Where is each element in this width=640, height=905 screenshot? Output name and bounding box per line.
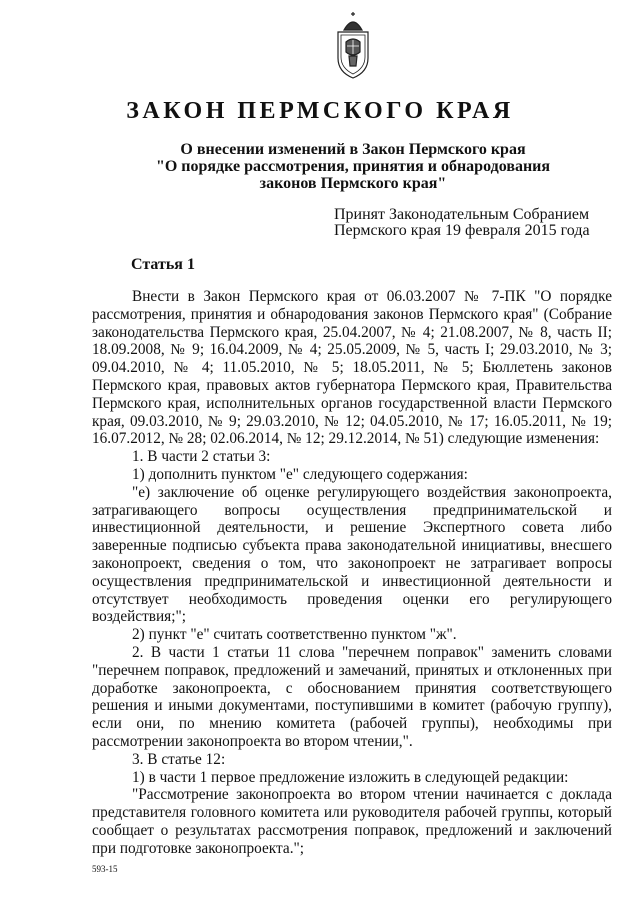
paragraph: "е) заключение об оценке регулирующего воздействия законопроекта, затрагивающего вопросы осуществления предпринимательской и инвестиционной деятельности, и решение Экспертного совета либо заверенные подписью субъекта права законодательной инициативы, внесшего законопроект, сведения о том, что законопроект не затрагивает вопросы осуществления предпринимательской и инвестиционной деятельности и отсутствует необходимость проведения оценки его регулирующего воздействия;"; — [92, 483, 612, 626]
article-heading: Статья 1 — [131, 256, 195, 273]
adoption-note — [334, 207, 590, 239]
document-number: 593-15 — [92, 864, 118, 874]
subtitle-line: О внесении изменений в Закон Пермского края — [180, 141, 526, 158]
adoption-line: Пермского края 19 февраля 2015 года — [334, 222, 590, 239]
article-body — [92, 288, 612, 858]
paragraph: 2. В части 1 статьи 11 слова "перечнем поправок" заменить словами "перечнем поправок, предложений и замечаний, принятых и отклоненных при доработке законопроекта, с обоснованием принятия соответствующего решения и иными документами, поступившими в комитет (рабочую группу), если они, по мнению комитета (рабочей группы), необходимы при рассмотрении законопроекта во втором чтении,". — [92, 643, 612, 750]
paragraph: 1) в части 1 первое предложение изложить в следующей редакции: — [132, 768, 569, 786]
paragraph: 1) дополнить пунктом "е" следующего содержания: — [132, 465, 468, 483]
paragraph: 2) пункт "е" считать соответственно пунктом "ж". — [132, 626, 457, 644]
paragraph: Внести в Закон Пермского края от 06.03.2007 № 7-ПК "О порядке рассмотрения, принятия и обнародования законов Пермского края" (Собрание законодательства Пермского края, 25.04.2007, № 4; 21.08.2007, № 8, часть II; 18.09.2008, № 9; 16.04.2009, № 4; 25.05.2009, № 5, часть I; 29.03.2010, № 3; 09.04.2010, № 4; 11.05.2010, № 5; 18.05.2011, № 5; Бюллетень законов Пермского края, правовых актов губернатора Пермского края, Правительства Пермского края, исполнительных органов государственной власти Пермского края, 09.03.2010, № 9; 29.03.2010, № 12; 04.05.2010, № 17; 16.05.2011, № 19; 16.07.2012, № 28; 02.06.2014, № 12; 29.12.2014, № 51) следующие изменения: — [92, 288, 612, 448]
coat-of-arms-emblem — [332, 12, 374, 80]
subtitle-line: законов Пермского края" — [259, 175, 447, 192]
subtitle-line: "О порядке рассмотрения, принятия и обнародования — [155, 158, 551, 175]
law-title: ЗАКОН ПЕРМСКОГО КРАЯ — [126, 98, 514, 124]
adoption-line: Принят Законодательным Собранием — [334, 206, 590, 223]
paragraph: 1. В части 2 статьи 3: — [132, 448, 271, 466]
paragraph: 3. В статье 12: — [132, 750, 226, 768]
law-subtitle — [0, 141, 640, 192]
paragraph: "Рассмотрение законопроекта во втором чтении начинается с доклада представителя головного комитета или руководителя рабочей группы, который сообщает о результатах рассмотрения поправок, предложений и заключений при подготовке законопроекта."; — [92, 786, 612, 857]
